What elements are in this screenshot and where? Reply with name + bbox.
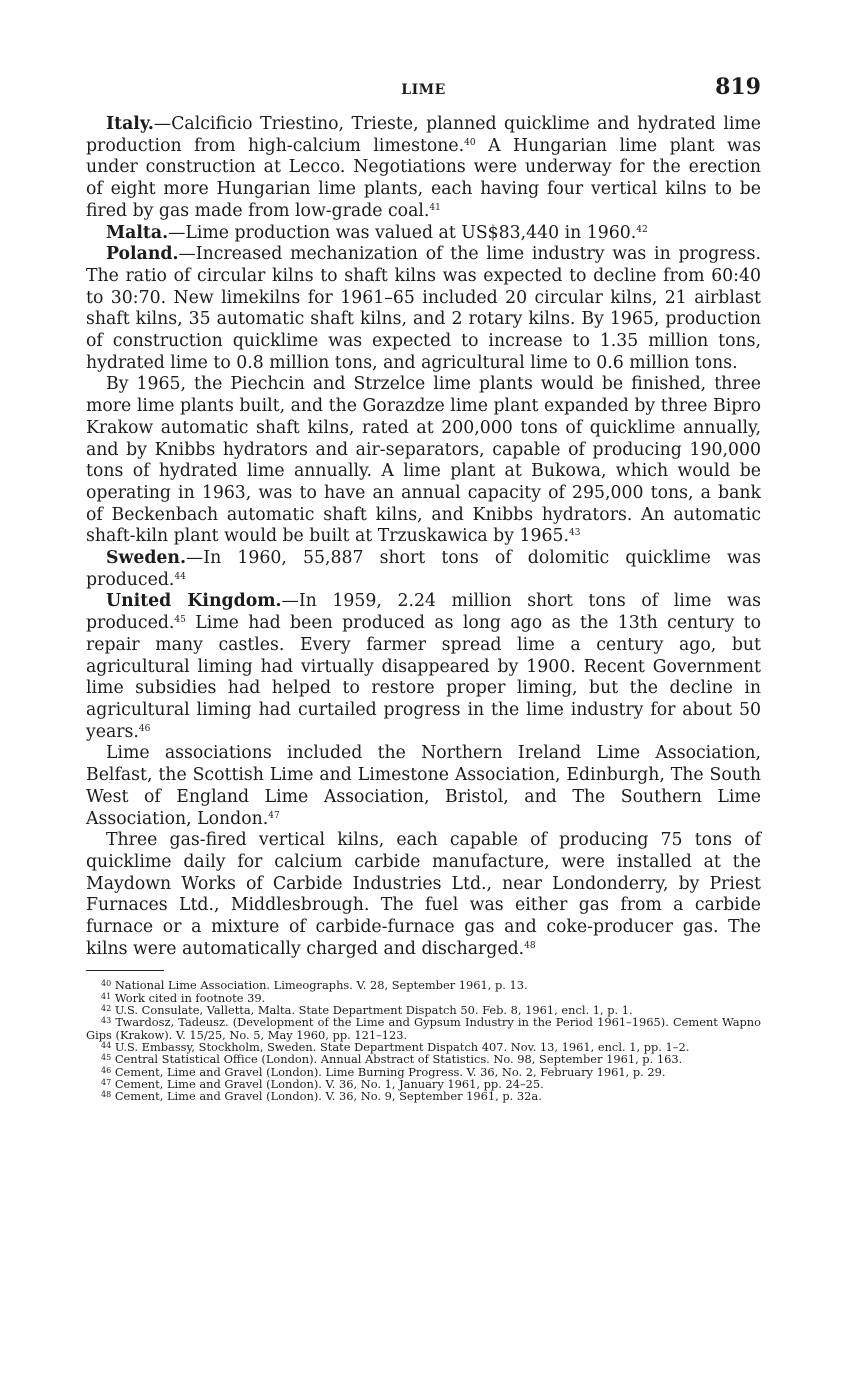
footnote-ref: 45 <box>174 615 186 626</box>
footnote-ref: 41 <box>429 202 441 213</box>
paragraph-text: —In 1960, 55,887 short tons of dolomitic quicklime was produced. <box>86 548 761 590</box>
footnote-number: 46 <box>101 1065 112 1075</box>
paragraph-united-kingdom <box>86 591 761 743</box>
footnote <box>86 1090 761 1102</box>
footnote-ref: 42 <box>636 224 648 235</box>
page-number: 819 <box>715 74 761 100</box>
footnote-number: 41 <box>101 991 112 1001</box>
paragraph-poland-plants <box>86 374 761 548</box>
paragraph-text: Lime had been produced as long ago as the 13th century to repair many castles. Every farmer spread lime a century ago, but agricultural liming had virtually disappeared by 1900. Recent Government lime subsidies had helped to restore proper liming, but the decline in agricultural liming had curtailed progress in the lime industry for about 50 years. <box>86 613 761 742</box>
paragraph-text: —Increased mechanization of the lime industry was in progress. The ratio of circular kilns to shaft kilns was expected to decline from 60:40 to 30:70. New limekilns for 1961–65 included 20 circular kilns, 21 airblast shaft kilns, 35 automatic shaft kilns, and 2 rotary kilns. By 1965, production of construction quicklime was expected to increase to 1.35 million tons, hydrated lime to 0.8 million tons, and agricultural lime to 0.6 million tons. <box>86 244 761 373</box>
paragraph-gas-fired-kilns <box>86 830 761 960</box>
footnote-text: U.S. Consulate, Valletta, Malta. State Department Dispatch 50. Feb. 8, 1961, encl. 1, p. 1. <box>114 1003 633 1018</box>
paragraph-sweden <box>86 548 761 591</box>
footnote-text: Central Statistical Office (London). Annual Abstract of Statistics. No. 98, September 1961, p. 163. <box>114 1052 683 1067</box>
footnote <box>86 1016 761 1041</box>
footnote-text: Cement, Lime and Gravel (London). Lime Burning Progress. V. 36, No. 2, February 1961, p. 29. <box>114 1064 666 1079</box>
footnote-text: Work cited in footnote 39. <box>114 990 266 1005</box>
paragraph-malta <box>86 223 761 245</box>
footnote-ref: 43 <box>568 528 581 539</box>
footnote-text: Cement, Lime and Gravel (London). V. 36, No. 9, September 1961, p. 32a. <box>114 1089 542 1104</box>
paragraph-poland <box>86 244 761 374</box>
paragraph-text: A Hungarian lime plant was under construction at Lecco. Negotiations were underway for the erection of eight more Hungarian lime plants, each having four vertical kilns to be fired by gas made from low-grade coal. <box>86 135 762 221</box>
footnote-ref: 48 <box>524 940 536 951</box>
country-heading-malta: Malta. <box>106 222 169 243</box>
page-header <box>86 74 761 114</box>
document-page <box>86 74 761 1102</box>
paragraph-italy <box>86 114 761 223</box>
country-heading-sweden: Sweden. <box>106 548 187 569</box>
footnote-text: Twardosz, Tadeusz. (Development of the Lime and Gypsum Industry in the Period 1961–1965). Cement Wapno Gips (Krakow). V. 15/25, No. 5, May 1960, pp. 121–123. <box>86 1015 761 1042</box>
body-text <box>86 114 761 960</box>
footnotes <box>86 979 761 1102</box>
paragraph-text: —Lime production was valued at US$83,440 in 1960. <box>168 222 637 243</box>
footnote-ref: 46 <box>138 723 151 734</box>
footnote-text: U.S. Embassy, Stockholm, Sweden. State Department Dispatch 407. Nov. 13, 1961, encl. 1, pp. 1–2. <box>114 1039 690 1054</box>
footnote-number: 47 <box>101 1077 112 1087</box>
footnote-number: 45 <box>101 1053 112 1063</box>
running-head: LIME <box>401 82 446 98</box>
country-heading-united-kingdom: United Kingdom. <box>106 591 282 612</box>
country-heading-poland: Poland. <box>106 244 179 265</box>
footnote-ref: 40 <box>464 137 476 148</box>
footnote-number: 44 <box>101 1040 112 1050</box>
footnote-ref: 44 <box>174 571 186 582</box>
footnote-number: 48 <box>101 1090 112 1100</box>
footnote-number: 42 <box>101 1004 112 1014</box>
paragraph-lime-associations <box>86 743 761 830</box>
paragraph-text: —In 1959, 2.24 million short tons of lime was produced. <box>86 591 761 634</box>
paragraph-text: Three gas-fired vertical kilns, each capable of producing 75 tons of quicklime daily for calcium carbide manufacture, were installed at the Maydown Works of Carbide Industries Ltd., near Londonderry, by Priest Furnaces Ltd., Middlesbrough. The fuel was either gas from a carbide furnace or a mixture of carbide-furnace gas and coke-producer gas. The kilns were automatically charged and discharged. <box>86 830 761 959</box>
country-heading-italy: Italy. <box>106 114 154 134</box>
footnote-text: Cement, Lime and Gravel (London). V. 36, No. 1, January 1961, pp. 24–25. <box>114 1076 544 1091</box>
footnote-number: 43 <box>101 1016 112 1026</box>
paragraph-text: —Calcificio Triestino, Trieste, planned quicklime and hydrated lime production from high-calcium limestone. <box>86 114 761 156</box>
paragraph-text: Lime associations included the Northern Ireland Lime Association, Belfast, the Scottish Lime and Limestone Association, Edinburgh, The South West of England Lime Association, Bristol, and The Southern Lime Association, London. <box>86 743 761 829</box>
paragraph-text: By 1965, the Piechcin and Strzelce lime plants would be finished, three more lime plants built, and the Gorazdze lime plant expanded by three Bipro Krakow automatic shaft kilns, rated at 200,000 tons of quicklime annually, and by Knibbs hydrators and air-separators, capable of producing 190,000 tons of hydrated lime annually. A lime plant at Bukowa, which would be operating in 1963, was to have an annual capacity of 295,000 tons, a bank of Beckenbach automatic shaft kilns, and Knibbs hydrators. An automatic shaft-kiln plant would be built at Trzuskawica by 1965. <box>86 374 761 547</box>
footnote-ref: 47 <box>268 810 280 821</box>
footnote-number: 40 <box>101 979 112 989</box>
footnote-text: National Lime Association. Limeographs. V. 28, September 1961, p. 13. <box>114 978 528 993</box>
footnote-divider <box>86 970 164 971</box>
